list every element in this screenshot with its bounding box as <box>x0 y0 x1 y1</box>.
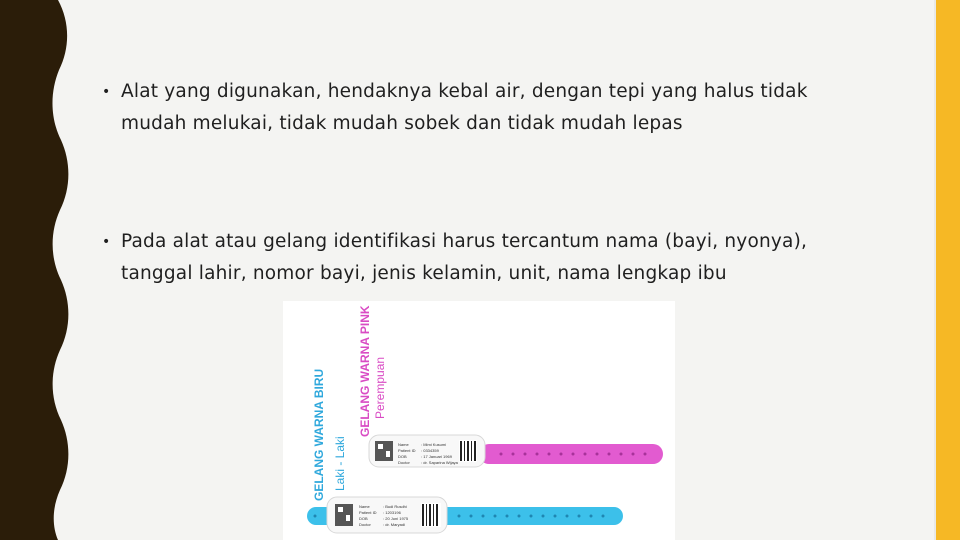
bullet-line: Alat yang digunakan, hendaknya kebal air, dengan tepi yang halus tidak <box>121 81 808 102</box>
decorative-wave-border <box>0 0 72 540</box>
pink-tag-value: : 0334359 <box>421 448 439 453</box>
blue-tag-value: : Budi Rusdhi <box>383 504 407 509</box>
right-accent-bar <box>936 0 960 540</box>
pink-band-subtitle: Perempuan <box>373 356 387 419</box>
bullet-dot: • <box>102 84 111 100</box>
blue-tag-label: DOB <box>359 516 368 521</box>
blue-tag-value: : 1203196 <box>383 510 401 515</box>
bullet-line: mudah melukai, tidak mudah sobek dan tidak mudah lepas <box>121 113 683 134</box>
blue-tag-value: : 20 Juni 1975 <box>383 516 409 521</box>
bullet-line: tanggal lahir, nomor bayi, jenis kelamin, unit, nama lengkap ibu <box>121 263 727 284</box>
bullet-line: Pada alat atau gelang identifikasi harus tercantum nama (bayi, nyonya), <box>121 231 808 252</box>
blue-band-title: GELANG WARNA BIRU <box>312 368 326 501</box>
blue-band-subtitle: Laki - Laki <box>333 436 347 491</box>
pink-tag-label: Name <box>398 442 409 447</box>
pink-tag-label: Patient ID <box>398 448 416 453</box>
blue-wristband <box>307 497 623 533</box>
pink-wristband <box>369 435 663 467</box>
pink-band-title: GELANG WARNA PINK <box>358 305 372 437</box>
blue-tag-label: Doctor <box>359 522 371 527</box>
bullet-item-2 <box>102 226 842 290</box>
pink-tag-value: : 17 Januari 1969 <box>421 454 452 459</box>
bullet-dot: • <box>102 234 111 250</box>
blue-tag-label: Name <box>359 504 370 509</box>
blue-tag-label: Patient ID <box>359 510 377 515</box>
bullet-item-1 <box>102 76 842 140</box>
pink-tag-value: : Mimi Kusumi <box>421 442 447 447</box>
wristband-photo <box>283 301 675 540</box>
pink-tag-value: : dr. Saparina Wijaya <box>421 460 458 465</box>
pink-tag-label: Doctor <box>398 460 410 465</box>
blue-tag-value: : dr. Maryadi <box>383 522 406 527</box>
wristband-illustration <box>283 301 675 540</box>
pink-tag-label: DOB <box>398 454 407 459</box>
